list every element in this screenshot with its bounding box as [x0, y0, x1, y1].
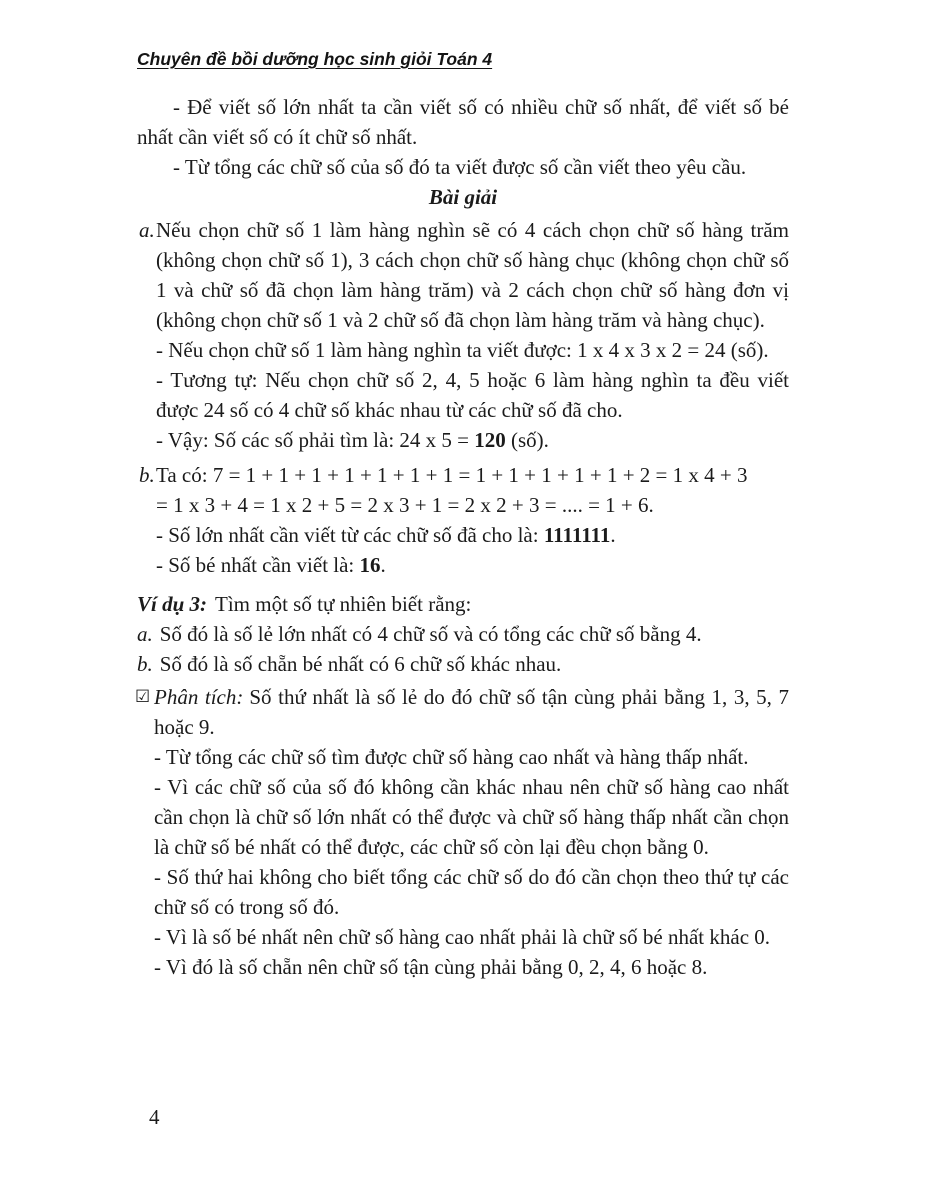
analysis-label: Phân tích: [154, 685, 244, 709]
page-number: 4 [149, 1105, 160, 1129]
analysis-bullet-2: - Vì các chữ số của số đó không cần khác nhau nên chữ số hàng cao nhất cần chọn là chữ số lớn nhất có thể được và chữ số hàng thấp nhất cần chọn là chữ số bé nhất có thể được, các chữ số còn lại đều chọn bằng 0. [154, 775, 789, 859]
solution-item-a [137, 215, 789, 455]
equation-line-2: = 1 x 3 + 4 = 1 x 2 + 5 = 2 x 3 + 1 = 2 x 2 + 3 = .... = 1 + 6. [156, 493, 654, 517]
analysis-bullet-4: - Vì là số bé nhất nên chữ số hàng cao nhất phải là chữ số bé nhất khác 0. [154, 925, 771, 949]
example-3-item-b-marker: b. [137, 652, 153, 676]
item-b-bullet-2-prefix: - Số bé nhất cần viết là: [156, 553, 360, 577]
analysis-block [137, 682, 789, 982]
item-a-bullet-3-suffix: (số). [505, 428, 549, 452]
item-b-bullet-2-suffix: . [380, 553, 386, 577]
example-3-item-b-text: Số đó là số chẵn bé nhất có 6 chữ số khác nhau. [159, 652, 562, 676]
checked-checkbox-icon: ☑ [135, 687, 151, 707]
item-b-bullet-1 [156, 520, 789, 550]
analysis-bullet-3: - Số thứ hai không cho biết tổng các chữ số do đó cần chọn theo thứ tự các chữ số có trong số đó. [154, 865, 789, 919]
solution-item-b [137, 460, 789, 580]
item-b-content [156, 460, 789, 580]
solution-heading: Bài giải [428, 185, 498, 209]
intro-paragraph-1: - Để viết số lớn nhất ta cần viết số có nhiều chữ số nhất, để viết số bé nhất cần viết số có ít chữ số nhất. [137, 95, 789, 149]
item-a-bullet-1: - Nếu chọn chữ số 1 làm hàng nghìn ta viết được: 1 x 4 x 3 x 2 = 24 (số). [156, 338, 769, 362]
item-b-bullet-2 [156, 550, 789, 580]
example-3-item-a [137, 619, 789, 649]
item-a-bullet-2: - Tương tự: Nếu chọn chữ số 2, 4, 5 hoặc 6 làm hàng nghìn ta đều viết được 24 số có 4 chữ số khác nhau từ các chữ số đã cho. [156, 368, 789, 422]
equation-line-1: Ta có: 7 = 1 + 1 + 1 + 1 + 1 + 1 + 1 = 1 + 1 + 1 + 1 + 1 + 2 = 1 x 4 + 3 [156, 463, 748, 487]
item-a-content [156, 215, 789, 455]
page-content [137, 92, 789, 982]
item-a-text: Nếu chọn chữ số 1 làm hàng nghìn sẽ có 4 cách chọn chữ số hàng trăm (không chọn chữ số 1), 3 cách chọn chữ số hàng chục (không chọn chữ số 1 và chữ số đã chọn làm hàng trăm) và 2 cách chọn chữ số hàng đơn vị (không chọn chữ số 1 và 2 chữ số đã chọn làm hàng trăm và hàng chục). [156, 218, 789, 332]
item-b-bullet-1-prefix: - Số lớn nhất cần viết từ các chữ số đã cho là: [156, 523, 544, 547]
analysis-text: Số thứ nhất là số lẻ do đó chữ số tận cùng phải bằng 1, 3, 5, 7 hoặc 9. [154, 685, 789, 739]
running-header: Chuyên đề bồi dưỡng học sinh giỏi Toán 4 [137, 49, 493, 69]
example-3-item-a-text: Số đó là số lẻ lớn nhất có 4 chữ số và có tổng các chữ số bằng 4. [159, 622, 702, 646]
example-3-intro: Tìm một số tự nhiên biết rằng: [215, 592, 472, 616]
item-a-answer-count: 120 [474, 428, 506, 452]
example-3-heading [137, 589, 789, 619]
analysis-intro [154, 682, 789, 742]
item-b-marker: b. [139, 463, 155, 487]
item-a-bullet-3-prefix: - Vậy: Số các số phải tìm là: 24 x 5 = [156, 428, 475, 452]
item-a-marker: a. [139, 218, 155, 242]
item-b-bullet-1-suffix: . [610, 523, 616, 547]
item-b-answer-smallest: 16 [359, 553, 381, 577]
example-3-item-a-marker: a. [137, 622, 153, 646]
item-b-answer-largest: 1111111 [543, 523, 611, 547]
intro-paragraph-2: - Từ tổng các chữ số của số đó ta viết được số cần viết theo yêu cầu. [173, 155, 747, 179]
example-3-item-b [137, 649, 789, 679]
analysis-bullet-1: - Từ tổng các chữ số tìm được chữ số hàng cao nhất và hàng thấp nhất. [154, 745, 749, 769]
item-a-bullet-3 [156, 425, 789, 455]
example-3-label: Ví dụ 3: [137, 592, 208, 616]
analysis-bullet-5: - Vì đó là số chẵn nên chữ số tận cùng phải bằng 0, 2, 4, 6 hoặc 8. [154, 955, 708, 979]
